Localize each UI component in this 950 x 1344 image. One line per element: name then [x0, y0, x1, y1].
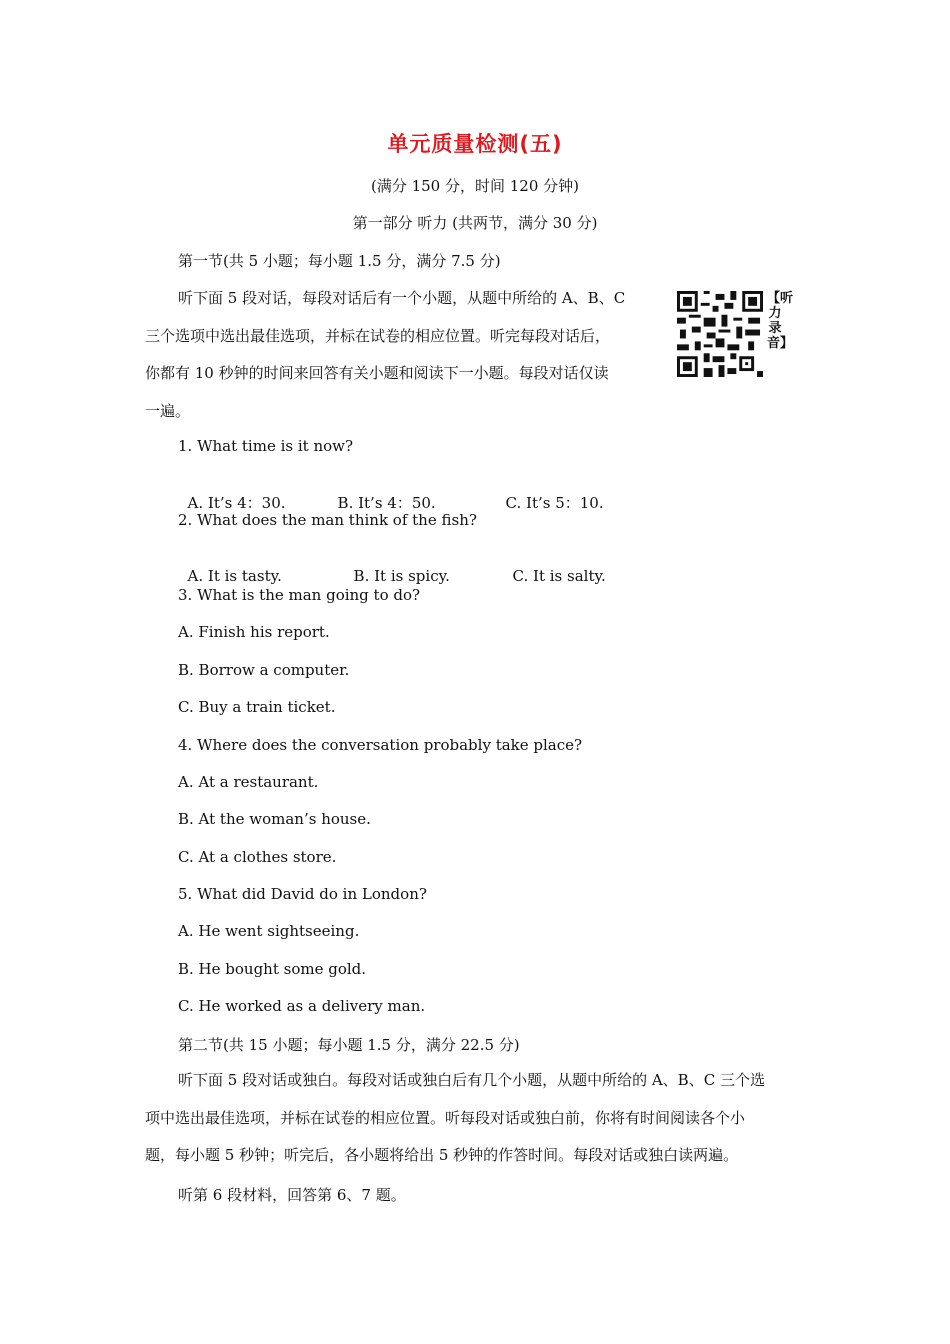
question-5-option-c: C. He worked as a delivery man. — [178, 997, 426, 1015]
material-6-instruction: 听第 6 段材料，回答第 6、7 题。 — [178, 1186, 406, 1204]
question-3-option-c: C. Buy a train ticket. — [178, 698, 336, 716]
intro-line: 三个选项中选出最佳选项，并标在试卷的相应位置。听完每段对话后， — [145, 326, 611, 345]
option: B. It is spicy. — [353, 567, 450, 585]
question-2-options — [178, 549, 606, 585]
question-5-option-a: A. He went sightseeing. — [178, 922, 360, 940]
question-3-stem: 3. What is the man going to do? — [178, 586, 421, 604]
intro-line: 项中选出最佳选项，并标在试卷的相应位置。听每段对话或独白前，你将有时间阅读各个小 — [145, 1108, 746, 1127]
question-1-stem: 1. What time is it now? — [178, 437, 354, 455]
question-4-option-c: C. At a clothes store. — [178, 848, 337, 866]
intro-line: 听下面 5 段对话或独白。每段对话或独白后有几个小题，从题中所给的 A、B、C 三个选 — [178, 1071, 765, 1089]
option: C. It is salty. — [512, 567, 606, 585]
question-4-option-b: B. At the woman’s house. — [178, 810, 371, 828]
question-1-options — [178, 474, 604, 513]
question-4-stem: 4. Where does the conversation probably take place? — [178, 736, 583, 754]
page-title: 单元质量检测(五) — [387, 132, 563, 156]
option: A. It is tasty. — [187, 567, 282, 585]
listening-audio-label: 【听力录音】 — [767, 291, 794, 351]
question-2-stem: 2. What does the man think of the fish? — [178, 511, 477, 529]
question-3-option-a: A. Finish his report. — [178, 623, 330, 641]
question-5-option-b: B. He bought some gold. — [178, 960, 367, 978]
section2-intro — [145, 1062, 810, 1175]
section1-heading: 第一节(共 5 小题；每小题 1.5 分，满分 7.5 分) — [178, 252, 501, 270]
intro-line: 题，每小题 5 秒钟；听完后，各小题将给出 5 秒钟的作答时间。每段对话或独白读两遍。 — [145, 1146, 739, 1164]
option: C. It’s 5：10. — [505, 494, 604, 512]
option: A. It’s 4：30. — [187, 494, 286, 512]
question-4-option-a: A. At a restaurant. — [178, 773, 319, 791]
section2-heading: 第二节(共 15 小题；每小题 1.5 分，满分 22.5 分) — [178, 1036, 520, 1054]
option: B. It’s 4：50. — [337, 494, 436, 512]
intro-line: 听下面 5 段对话，每段对话后有一个小题，从题中所给的 A、B、C — [178, 289, 626, 307]
question-3-option-b: B. Borrow a computer. — [178, 661, 350, 679]
intro-line: 一遍。 — [145, 401, 191, 420]
section1-intro — [145, 280, 625, 430]
question-5-stem: 5. What did David do in London? — [178, 885, 427, 903]
score-time-note: (满分 150 分，时间 120 分钟) — [370, 177, 580, 195]
part-title: 第一部分 听力 (共两节，满分 30 分) — [352, 214, 598, 232]
qr-code-icon[interactable] — [677, 291, 763, 377]
intro-line: 你都有 10 秒钟的时间来回答有关小题和阅读下一小题。每段对话仅读 — [145, 364, 609, 382]
